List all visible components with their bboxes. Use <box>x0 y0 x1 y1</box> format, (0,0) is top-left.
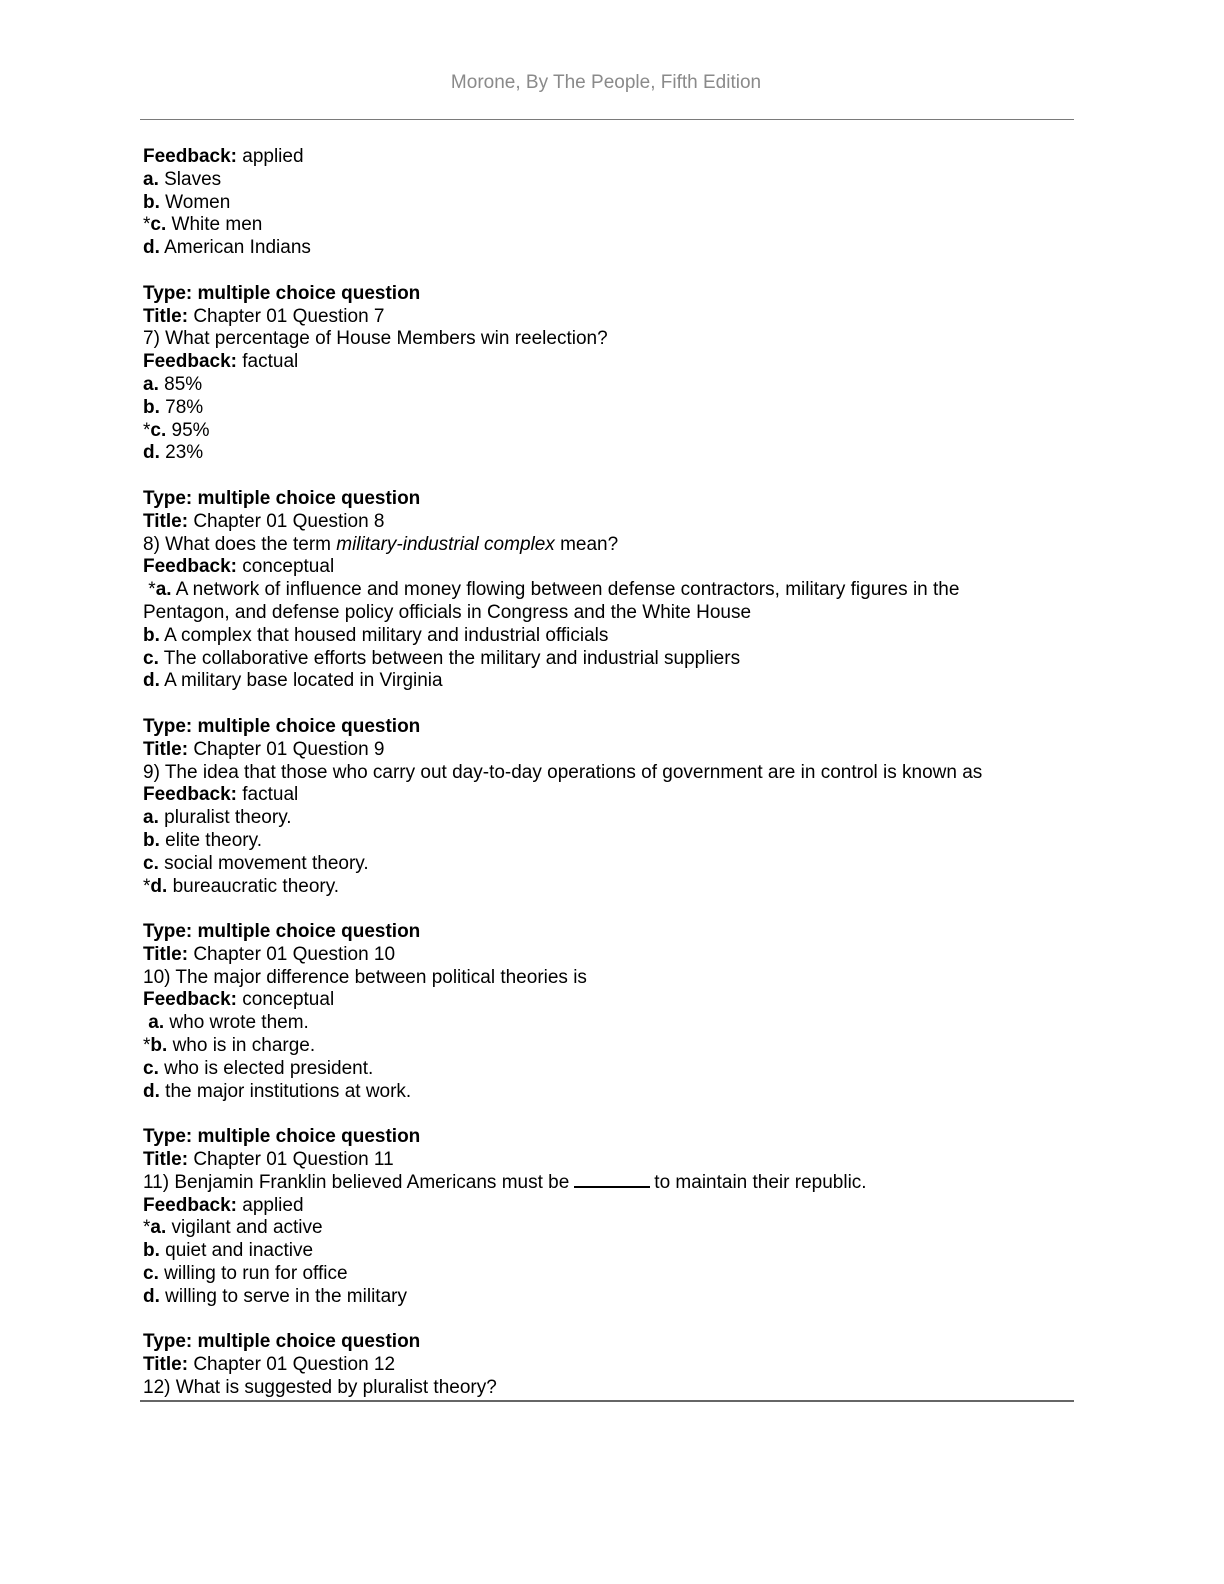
option-text: Women <box>159 191 231 213</box>
question-type: Type: multiple choice question <box>143 921 421 943</box>
question-text-start: 11) Benjamin Franklin believed Americans must be <box>143 1171 570 1193</box>
option-letter: b. <box>143 624 160 646</box>
answer-option <box>143 1081 1043 1104</box>
question-type: Type: multiple choice question <box>143 1126 421 1148</box>
feedback-line <box>143 556 1043 579</box>
option-letter: b. <box>143 829 160 851</box>
option-text: 23% <box>159 442 204 464</box>
answer-option <box>143 420 1043 443</box>
question-text: 7) What percentage of House Members win reelection? <box>143 328 608 350</box>
option-text: the major institutions at work. <box>159 1080 412 1102</box>
title-value: Chapter 01 Question 10 <box>188 943 396 965</box>
option-text: who is elected president. <box>158 1057 374 1079</box>
option-text: A network of influence and money flowing between defense contractors, military figures in the Pentagon, and defense policy officials in Congress and the White House <box>143 579 965 623</box>
option-letter: a. <box>143 373 159 395</box>
option-letter: b. <box>150 1035 168 1057</box>
feedback-label: Feedback: <box>143 146 237 167</box>
footer-rule <box>140 1400 1074 1402</box>
question-text <box>143 1172 1043 1195</box>
feedback-label: Feedback: <box>143 784 237 806</box>
title-value: Chapter 01 Question 12 <box>188 1354 396 1376</box>
answer-option <box>143 1058 1043 1081</box>
feedback-line <box>143 146 1043 169</box>
feedback-value: applied <box>236 1194 304 1216</box>
option-text: 78% <box>159 396 204 418</box>
option-letter: a. <box>148 1012 165 1034</box>
option-text: social movement theory. <box>158 852 369 874</box>
answer-option <box>143 876 1043 899</box>
feedback-value: factual <box>236 784 299 806</box>
option-letter: d. <box>143 442 160 464</box>
option-letter: b. <box>143 191 160 213</box>
option-text: Slaves <box>158 168 222 190</box>
feedback-value: factual <box>236 351 299 373</box>
feedback-line <box>143 784 1043 807</box>
option-letter: b. <box>143 1240 160 1262</box>
answer-option <box>143 237 1043 260</box>
title-label: Title: <box>143 1354 189 1376</box>
option-letter: d. <box>143 670 160 692</box>
title-label: Title: <box>143 510 189 532</box>
answer-option <box>143 670 1043 693</box>
answer-option <box>143 625 1043 648</box>
title-label: Title: <box>143 943 189 965</box>
option-text: who wrote them. <box>164 1012 309 1034</box>
option-text: bureaucratic theory. <box>167 875 340 897</box>
option-letter: a. <box>150 1217 167 1239</box>
option-letter: b. <box>143 396 160 418</box>
option-letter: c. <box>143 1263 159 1285</box>
answer-option <box>143 214 1043 237</box>
question-block-10 <box>143 921 1043 1103</box>
question-text <box>143 534 1043 557</box>
question-type: Type: multiple choice question <box>143 1331 421 1353</box>
correct-marker: * <box>143 875 151 897</box>
question-text: 12) What is suggested by pluralist theory? <box>143 1377 497 1399</box>
question-type: Type: multiple choice question <box>143 282 421 304</box>
question-block-12 <box>143 1331 1043 1399</box>
header-rule <box>140 119 1074 120</box>
feedback-line <box>143 1195 1043 1218</box>
correct-marker: * <box>143 1217 151 1239</box>
title-value: Chapter 01 Question 8 <box>188 510 385 532</box>
answer-option <box>143 1263 1043 1286</box>
title-value: Chapter 01 Question 7 <box>188 305 385 327</box>
option-letter: c. <box>143 852 159 874</box>
feedback-label: Feedback: <box>143 1194 237 1216</box>
answer-option <box>143 169 1043 192</box>
question-title <box>143 1149 1043 1172</box>
question-title <box>143 511 1043 534</box>
answer-option <box>143 1217 1043 1240</box>
answer-option <box>143 374 1043 397</box>
question-type: Type: multiple choice question <box>143 487 421 509</box>
option-text: 95% <box>166 419 210 441</box>
option-text: pluralist theory. <box>158 807 292 829</box>
feedback-value: conceptual <box>236 556 335 578</box>
question-block-7 <box>143 283 1043 465</box>
option-letter: d. <box>150 875 168 897</box>
option-letter: d. <box>143 1285 160 1307</box>
question-block-continued <box>143 146 1043 260</box>
document-body <box>143 146 1043 1400</box>
option-text: White men <box>166 214 263 236</box>
option-text: The collaborative efforts between the military and industrial suppliers <box>158 647 741 669</box>
question-text-start: 8) What does the term <box>143 533 337 555</box>
answer-option <box>143 1012 1043 1035</box>
correct-marker: * <box>143 1035 151 1057</box>
option-text: quiet and inactive <box>159 1240 314 1262</box>
option-letter: c. <box>150 214 167 236</box>
feedback-label: Feedback: <box>143 556 237 578</box>
question-text-end: mean? <box>554 533 619 555</box>
option-letter: a. <box>143 807 159 829</box>
question-block-11 <box>143 1126 1043 1308</box>
question-term: military-industrial complex <box>336 533 555 555</box>
title-value: Chapter 01 Question 9 <box>188 738 385 760</box>
option-text: willing to serve in the military <box>159 1285 407 1307</box>
option-text: who is in charge. <box>167 1035 316 1057</box>
option-text: American Indians <box>159 237 311 259</box>
correct-marker: * <box>143 419 151 441</box>
title-value: Chapter 01 Question 11 <box>188 1149 394 1171</box>
page-header: Morone, By The People, Fifth Edition <box>450 72 762 93</box>
option-text: A military base located in Virginia <box>159 670 443 692</box>
question-title <box>143 306 1043 329</box>
option-text: A complex that housed military and industrial officials <box>159 624 609 646</box>
option-text: elite theory. <box>159 829 262 851</box>
feedback-line <box>143 989 1043 1012</box>
answer-option <box>143 1035 1043 1058</box>
question-type: Type: multiple choice question <box>143 715 421 737</box>
correct-marker: * <box>143 579 156 601</box>
question-title <box>143 739 1043 762</box>
question-title <box>143 944 1043 967</box>
answer-option <box>143 442 1043 465</box>
answer-option <box>143 1286 1043 1309</box>
option-letter: d. <box>143 237 160 259</box>
title-label: Title: <box>143 1149 189 1171</box>
option-text: willing to run for office <box>158 1263 348 1285</box>
answer-option <box>143 807 1043 830</box>
feedback-label: Feedback: <box>143 989 237 1011</box>
answer-option <box>143 192 1043 215</box>
option-text: 85% <box>158 373 203 395</box>
question-block-9 <box>143 716 1043 898</box>
title-label: Title: <box>143 305 189 327</box>
question-text-end: to maintain their republic. <box>654 1171 867 1193</box>
question-block-8 <box>143 488 1043 693</box>
correct-marker: * <box>143 214 151 236</box>
question-text: 9) The idea that those who carry out day-to-day operations of government are in control is known as <box>143 761 983 783</box>
answer-option <box>143 1240 1043 1263</box>
feedback-value: conceptual <box>236 989 335 1011</box>
question-title <box>143 1354 1043 1377</box>
feedback-line <box>143 351 1043 374</box>
answer-option <box>143 397 1043 420</box>
feedback-label: Feedback: <box>143 351 237 373</box>
answer-option <box>143 648 1043 671</box>
option-letter: d. <box>143 1080 160 1102</box>
option-letter: a. <box>155 579 172 601</box>
option-letter: c. <box>150 419 167 441</box>
question-text: 10) The major difference between political theories is <box>143 966 587 988</box>
option-letter: c. <box>143 1057 159 1079</box>
answer-option <box>143 830 1043 853</box>
option-letter: a. <box>143 168 159 190</box>
title-label: Title: <box>143 738 189 760</box>
fill-in-blank <box>574 1172 650 1188</box>
feedback-value: applied <box>236 146 304 167</box>
answer-option <box>143 853 1043 876</box>
answer-option <box>143 579 1043 625</box>
option-text: vigilant and active <box>166 1217 323 1239</box>
option-letter: c. <box>143 647 159 669</box>
